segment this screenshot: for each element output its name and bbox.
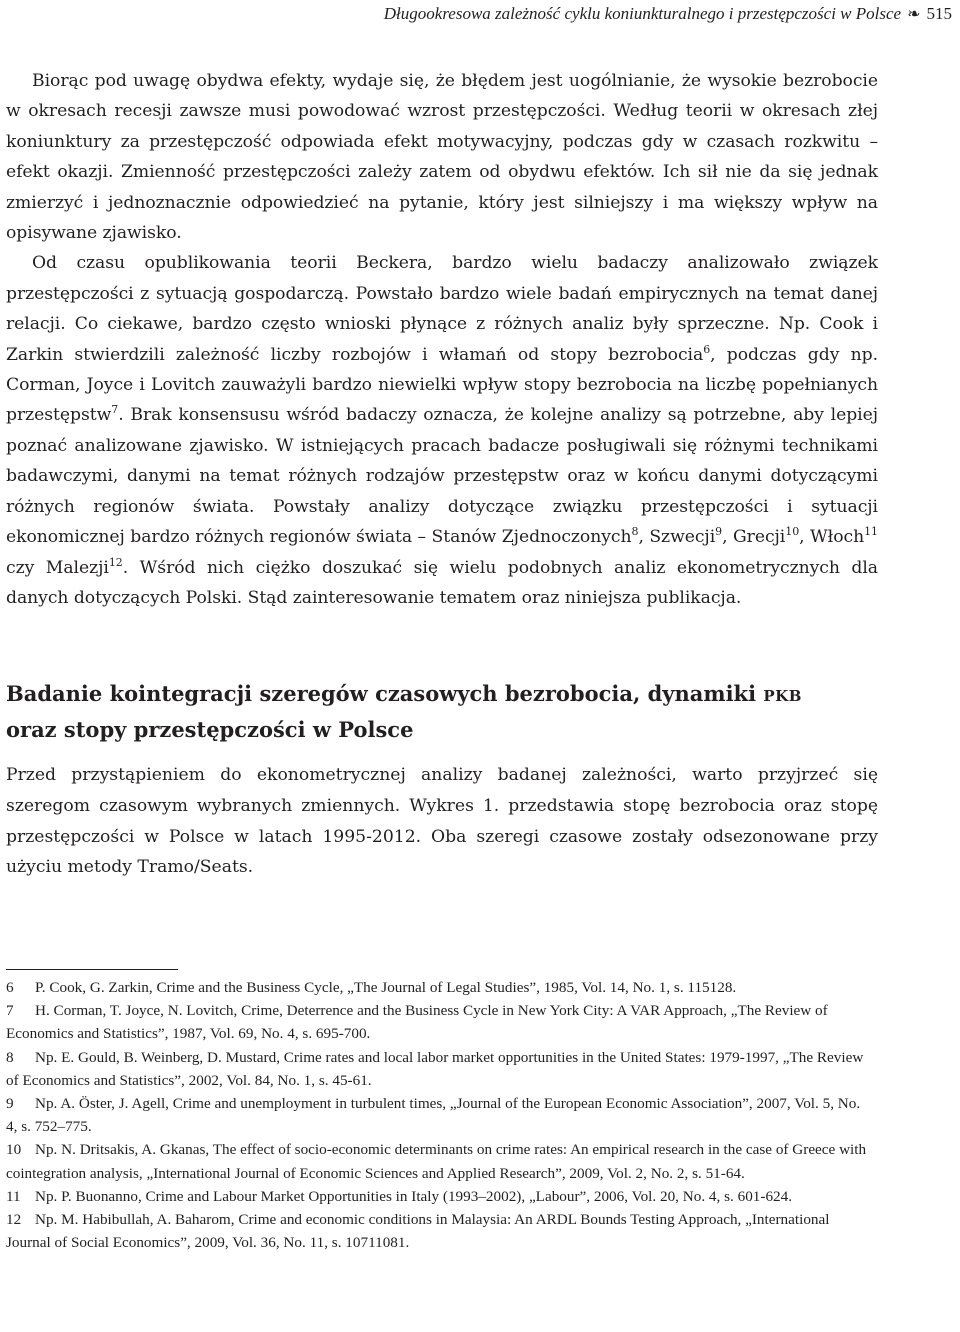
section-heading-part-a: Badanie kointegracji szeregów czasowych bezrobocia, dynamiki [6,681,764,706]
footnote-number: 10 [6,1141,22,1159]
footnote-12 [6,1208,872,1254]
paragraph-1: Biorąc pod uwagę obydwa efekty, wydaje się, że błędem jest uogólnianie, że wysokie bezrobocie w okresach recesji zawsze musi powodować wzrost przestępczości. Według teorii w okresach złej koniunktury za przestępczość odpowiada efekt motywacyjny, podczas gdy w czasach rozkwitu – efekt okazji. Zmienność przestępczości zależy zatem od obydwu efektów. Ich sił nie da się jednak zmierzyć i jednoznacznie odpowiedzieć na pytanie, który jest silniejszy i ma większy wpływ na opisywane zjawisko. [6,71,878,244]
footnote-6 [6,976,872,999]
footnote-text: H. Corman, T. Joyce, N. Lovitch, Crime, Deterrence and the Business Cycle in New York City: A VAR Approach, „The Review of Economics and Statistics”, 1987, Vol. 69, No. 4, s. 695-700. [6,1002,828,1043]
paragraph-2-text-g: czy Malezji [6,557,109,578]
footnote-number: 12 [6,1211,22,1229]
section-paragraph: Przed przystąpieniem do ekonometrycznej analizy badanej zależności, warto przyjrzeć się szeregom czasowym wybranych zmiennych. Wykres 1. przedstawia stopę bezrobocia oraz stopę przestępczości w Polsce w latach 1995-2012. Oba szeregi czasowe zostały odsezonowane przy użyciu metody Tramo/Seats. [6,765,878,878]
footnote-text: Np. E. Gould, B. Weinberg, D. Mustard, Crime rates and local labor market opportunities in the United States: 1979-1997, „The Review of Economics and Statistics”, 2002, Vol. 84, No. 1, s. 45-61. [6,1048,864,1089]
running-header [0,4,952,25]
fleuron-icon: ❧ [907,6,921,23]
footnotes [6,976,872,1254]
footnote-ref-12[interactable]: 12 [108,555,123,569]
footnote-ref-10[interactable]: 10 [785,525,800,539]
page-number: 515 [926,4,952,23]
paragraph-2-text-c: . Brak konsensusu wśród badaczy oznacza, że kolejne analizy są potrzebne, aby lepiej poznać analizowane zjawisko. W istniejących pracach badacze posługiwali się różnymi technikami badawczymi, danymi na temat różnych rodzajów przestępstw oraz w końcu danymi dotyczącymi różnych regionów świata. Powstały analizy dotyczące związku przestępczości i sytuacji ekonomicznej bardzo różnych regionów świata – Stanów Zjednoczonych [6,405,878,548]
paragraph-2-text-d: , Szwecji [638,527,716,548]
section-heading-part-b: oraz stopy przestępczości w Polsce [6,717,414,742]
footnote-11 [6,1185,872,1208]
paragraph-2-text-f: , Włoch [799,527,865,548]
footnote-number: 9 [6,1095,14,1113]
footnote-text: Np. N. Dritsakis, A. Gkanas, The effect of socio-economic determinants on crime rates: An empirical research in the case of Greece with cointegration analysis, „International Journal of Economic Sciences and Applied Research”, 2009, Vol. 2, No. 2, s. 51-64. [6,1141,867,1182]
footnote-8 [6,1046,872,1092]
footnote-10 [6,1138,872,1184]
footnote-number: 7 [6,1002,14,1020]
footnote-text: Np. A. Öster, J. Agell, Crime and unemployment in turbulent times, „Journal of the European Economic Association”, 2007, Vol. 5, No. 4, s. 752–775. [6,1095,861,1136]
footnote-number: 11 [6,1187,21,1205]
section-heading-acronym: pkb [763,681,802,706]
paragraph-2-text-e: , Grecji [722,527,786,548]
paragraph-2-text-a: Od czasu opublikowania teorii Beckera, bardzo wielu badaczy analizowało związek przestępczości z sytuacją gospodarczą. Powstało bardzo wiele badań empirycznych na temat danej relacji. Co ciekawe, bardzo często wnioski płynące z różnych analiz były sprzeczne. Np. Cook i Zarkin stwierdzili zależność liczby rozbojów i włamań od stopy bezrobocia [6,253,878,365]
footnote-number: 6 [6,979,14,996]
paragraph-2-text-b: , podczas gdy np. Corman, Joyce i Lovitch zauważyli bardzo niewielki wpływ stopy bezrobocia na liczbę popełnianych przestępstw [6,344,878,426]
body-text [6,66,878,613]
footnote-number: 8 [6,1048,14,1066]
paragraph-2-text-h: . Wśród nich ciężko doszukać się wielu podobnych analiz ekonometrycznych dla danych dotyczących Polski. Stąd zainteresowanie tematem oraz niniejsza publikacja. [6,557,879,608]
footnote-text: P. Cook, G. Zarkin, Crime and the Business Cycle, „The Journal of Legal Studies”, 1985, Vol. 14, No. 1, s. 115128. [35,979,737,996]
footnote-separator [6,969,178,970]
footnote-7 [6,999,872,1045]
footnote-ref-9[interactable]: 9 [715,525,723,539]
section-body [6,760,878,883]
footnote-ref-8[interactable]: 8 [631,525,639,539]
footnote-text: Np. P. Buonanno, Crime and Labour Market Opportunities in Italy (1993–2002), „Labour”, 2006, Vol. 20, No. 4, s. 601-624. [35,1187,793,1205]
section-heading [6,676,878,748]
footnote-text: Np. M. Habibullah, A. Baharom, Crime and economic conditions in Malaysia: An ARDL Bounds Testing Approach, „International Journal of Social Economics”, 2009, Vol. 36, No. 11, s. 10711081. [6,1211,830,1252]
footnote-ref-6[interactable]: 6 [703,342,711,356]
paragraph-2 [6,248,878,613]
footnote-ref-7[interactable]: 7 [111,403,119,417]
footnote-ref-11[interactable]: 11 [864,525,878,539]
running-title: Długookresowa zależność cyklu koniunkturalnego i przestępczości w Polsce [383,4,902,23]
footnote-9 [6,1092,872,1138]
